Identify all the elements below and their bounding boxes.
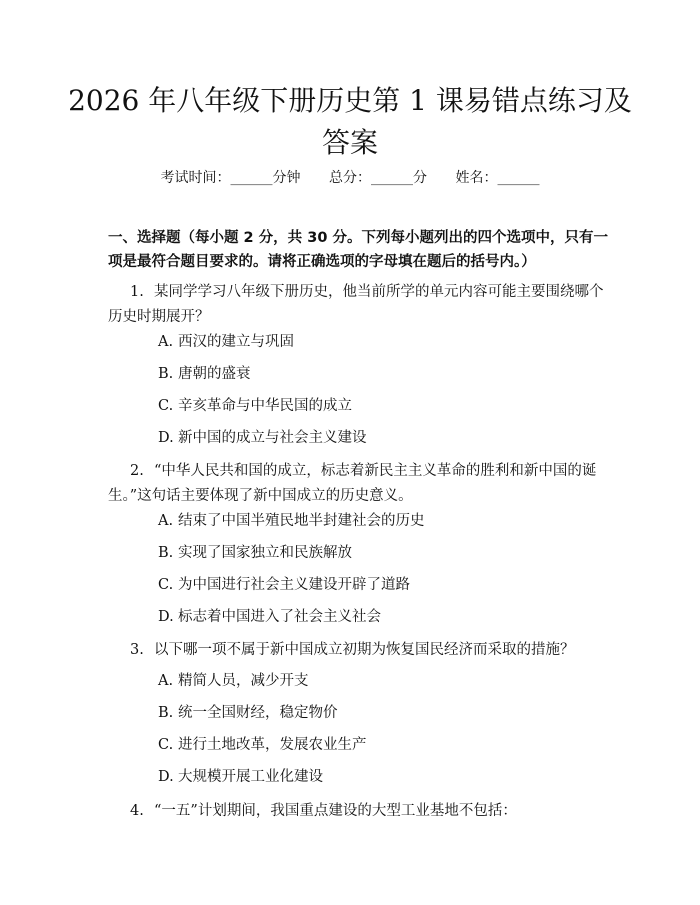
question-1-option-a (158, 331, 294, 353)
option-text: 进行土地改革，发展农业生产 (178, 737, 367, 753)
question-number: 4. (130, 803, 144, 819)
option-text: 精简人员，减少开支 (178, 673, 309, 689)
option-letter: A. (158, 673, 174, 689)
question-number: 3. (130, 642, 144, 658)
option-text: 统一全国财经，稳定物价 (178, 705, 338, 721)
section-heading: 一、选择题（每小题 2 分，共 30 分。下列每小题列出的四个选项中，只有一项是最符合题目要求的。请将正确选项的字母填在题后的括号内。） (108, 230, 608, 270)
option-letter: B. (158, 366, 174, 382)
option-letter: D. (158, 609, 174, 625)
option-text: 西汉的建立与巩固 (178, 334, 294, 350)
exam-time: 考试时间：______分钟 (160, 170, 301, 186)
option-letter: C. (158, 577, 174, 593)
option-text: 实现了国家独立和民族解放 (178, 545, 352, 561)
question-3-option-c (158, 734, 367, 756)
question-3-option-a (158, 670, 309, 692)
total-score: 总分：______分 (329, 170, 427, 186)
question-1-option-b (158, 363, 251, 385)
question-3-option-b (158, 702, 338, 724)
option-letter: D. (158, 430, 174, 446)
question-text: “中华人民共和国的成立，标志着新民主主义革命的胜利和新中国的诞生。”这句话主要体现了新中国成立的历史意义。 (108, 463, 597, 504)
option-text: 大规模开展工业化建设 (178, 769, 323, 785)
question-4 (108, 799, 608, 824)
question-1 (108, 280, 608, 330)
option-letter: D. (158, 769, 174, 785)
option-letter: A. (158, 513, 174, 529)
option-letter: A. (158, 334, 174, 350)
option-text: 辛亥革命与中华民国的成立 (178, 398, 352, 414)
option-letter: B. (158, 705, 174, 721)
question-2-option-d (158, 606, 381, 628)
document-title: 2026 年八年级下册历史第 1 课易错点练习及答案 (68, 84, 632, 159)
student-name: 姓名：______ (455, 170, 540, 186)
option-text: 为中国进行社会主义建设开辟了道路 (178, 577, 410, 593)
question-2-option-b (158, 542, 352, 564)
option-text: 结束了中国半殖民地半封建社会的历史 (178, 513, 425, 529)
option-text: 标志着中国进入了社会主义社会 (178, 609, 381, 625)
option-letter: C. (158, 398, 174, 414)
question-text: 某同学学习八年级下册历史，他当前所学的单元内容可能主要围绕哪个历史时期展开？ (108, 284, 604, 325)
option-text: 新中国的成立与社会主义建设 (178, 430, 367, 446)
exam-meta (0, 168, 700, 188)
question-3 (108, 638, 608, 663)
option-letter: C. (158, 737, 174, 753)
question-2-option-c (158, 574, 410, 596)
question-1-option-d (158, 427, 367, 449)
question-text: 以下哪一项不属于新中国成立初期为恢复国民经济而采取的措施？ (154, 642, 575, 658)
option-letter: B. (158, 545, 174, 561)
question-text: “一五”计划期间，我国重点建设的大型工业基地不包括： (154, 803, 517, 819)
question-2-option-a (158, 510, 425, 532)
question-number: 1. (130, 284, 144, 300)
question-number: 2. (130, 463, 144, 479)
question-3-option-d (158, 766, 323, 788)
option-text: 唐朝的盛衰 (178, 366, 251, 382)
question-2 (108, 459, 608, 509)
question-1-option-c (158, 395, 352, 417)
